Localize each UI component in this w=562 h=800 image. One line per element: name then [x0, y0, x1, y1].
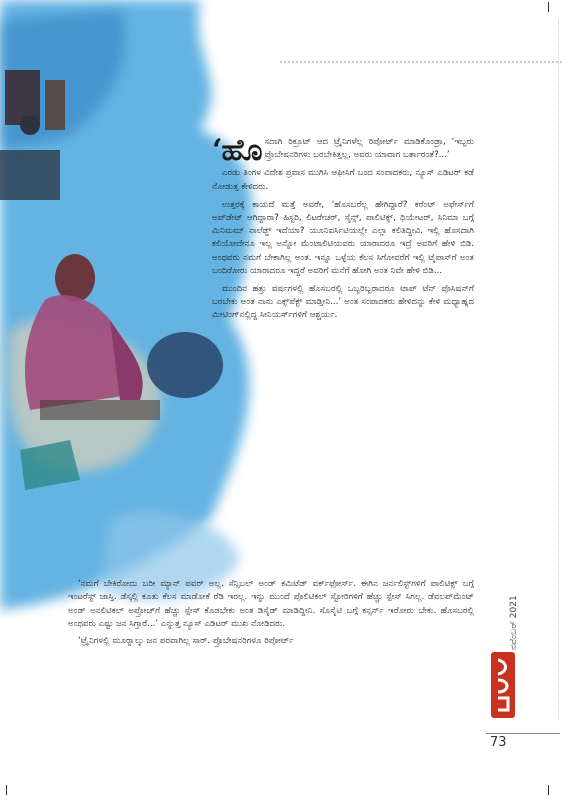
magazine-logo: [488, 650, 518, 720]
article-paragraph: ‘ನಮಗೆ ಬೇಕಿರೋದು ಬರೀ ಮ್ಯಾನ್ ಪವರ್ ಅಲ್ಲ. ಸೆನ್ಸಿಬಲ್ ಅಂಡ್ ಕಮಿಟೆಡ್ ವರ್ಕ್‌ಫೋರ್ಸ್. ಈಗಿನ ಜರ್ನಲಿಸ್ಟ್‌ಗಳಿಗೆ ಪಾಲಿಟಿಕ್ಸ್ ಬಗ್ಗೆ ಇಂಟರೆಸ್ಟ್ ಜಾಸ್ತಿ. ಡೆಸ್ಕಲ್ಲಿ ಕೂತು ಕೆಲಸ ಮಾಡೋಕೆ ರೆಡಿ ಇರಲ್ಲ. ಇನ್ನು ಮುಂದೆ ಪೊಲಿಟಿಕಲ್ ಸ್ಟೋರಿಗಳಿಗೆ ಹೆಚ್ಚು ಸ್ಪೇಸ್ ಸಿಗಲ್ಲ. ಡೆವಲಪ್‌ಮೆಂಟ್ ಅಂಡ್ ಅನಲಿಟಿಕಲ್ ಅಪ್ರೋಚ್‌ಗೆ ಹೆಚ್ಚು ಸ್ಪೇಸ್ ಕೊಡಬೇಕು ಅಂತ ಡಿಸೈಡ್ ಮಾಡಿದ್ದೀನಿ. ಸೊಸೈಟಿ ಬಗ್ಗೆ ಕನ್ಸರ್ನ್ ಇರೋರು ಬೇಕು. ಹೊಸಬರಲ್ಲಿ ಅಂಥವರು ಎಷ್ಟು ಜನ ಸಿಗ್ತಾರೆ...’ ಎನ್ನುತ್ತ ನ್ಯೂಸ್ ಎಡಿಟರ್ ಮುಖ ನೋಡಿದರು.: [68, 579, 474, 630]
issue-date: ನವೆಂಬರ್ 2021: [509, 595, 519, 650]
article-paragraph: ಮುಂದಿನ ಹತ್ತು ವರ್ಷಗಳಲ್ಲಿ ಹೊಸಬರಲ್ಲಿ ಒಬ್ಬರಿಬ್ಬರಾದರೂ ಟಾಪ್ ಟೆನ್ ಪೊಸಿಷನ್‌ಗೆ ಬರಬೇಕು ಅಂತ ನಾನು ಎಕ್ಸ್‌ಪೆಕ್ಟ್ ಮಾಡ್ತೀನಿ...’ ಅಂತ ಸಂಪಾದಕರು ಹೇಳಿದನ್ನು ಕೇಳಿ ಮಧ್ಯಾಹ್ನದ ಮೀಟಿಂಗ್‌ನಲ್ಲಿದ್ದ ಸೀನಿಯರ್ಸ್‌ಗಳಿಗೆ ಆಶ್ಚರ್ಯ.: [212, 284, 474, 321]
article-column: [212, 133, 474, 328]
article-paragraph: ಉತ್ತರಕ್ಕೆ ಕಾಯದೆ ಮತ್ತೆ ಅವರೇ, ‘ಹೊಸಬರೆಲ್ಲ ಹೇಗಿದ್ದಾರೆ? ಕರೆಂಟ್ ಅಫೇರ್ಸ್‌ಗೆ ಅಪ್‌ಡೇಟ್ ಆಗಿದ್ದಾರಾ? ಹಿಸ್ಟರಿ, ಲಿಟರೇಚರ್, ಸೈನ್ಸ್, ಪಾಲಿಟಿಕ್ಸ್, ಥಿಯೇಟರ್, ಸಿನಿಮಾ ಬಗ್ಗೆ ಮಿನಿಮಮ್ ನಾಲೆಡ್ಜ್ ಇದೆಯಾ? ಯೂನಿವರ್ಸಿಟಿಯಲ್ಲೇ ಎಲ್ಲಾ ಕಲಿತಿದ್ದೀವಿ. ಇಲ್ಲಿ ಹೊಸದಾಗಿ ಕಲಿಯೋದೇನೂ ಇಲ್ಲ ಅನ್ನೋ ಮೆಂಟಾಲಿಟಿಯವರು ಯಾರಾದರೂ ಇದ್ರೆ ಅವರಿಗೆ ಹೇಳಿ ಬಿಡಿ. ಅಂಥವರು ನಮಗೆ ಬೇಕಾಗಿಲ್ಲ ಅಂತ. ಇನ್ನೂ ಒಳ್ಳೆಯ ಕೆಲಸ ಸಿಗೋವರೆಗೆ ಇಲ್ಲಿ ಟೈಪಾಸ್‌ಗೆ ಅಂತ ಬಂದಿರೋರು ಯಾರಾದರೂ ಇದ್ದರೆ ಅವರಿಗೆ ಮನೆಗೆ ಹೋಗಿ ಅಂತ ನಿವೇ ಹೇಳಿ ಬಿಡಿ...: [212, 199, 474, 276]
page-number-rule: [486, 733, 560, 734]
article-paragraph: ಎರಡು ತಿಂಗಳ ವಿದೇಶ ಪ್ರವಾಸ ಮುಗಿಸಿ ಆಫೀಸಿಗೆ ಬಂದ ಸಂಪಾದಕರು, ನ್ಯೂಸ್ ಎಡಿಟರ್ ಕಡೆ ನೋಡುತ್ತ ಕೇಳಿದರು.: [212, 168, 474, 192]
crop-mark: [548, 785, 549, 795]
drop-cap: ‘ಹೊ: [212, 133, 262, 168]
article-paragraph: ‘ಹೊಸದಾಗಿ ರಿಕ್ರೂಟ್ ಆದ ಟ್ರೈನಿಗಳೆಲ್ಲ ರಿಪೋರ್ಟ್ ಮಾಡಿಕೊಂಡ್ರಾ, ‘ಇಬ್ಬರು ಪ್ರೊಬೇಷನರಿಗಳು ಬರಬೇಕಿತ್ತಲ್ಲ, ಅವರು ಯಾವಾಗ ಬರ್ತಾರಂತೆ?...’: [212, 133, 474, 168]
crop-mark: [6, 785, 7, 795]
top-dotted-rule: [280, 61, 562, 63]
article-paragraph: ‘ಟ್ರೈನಿಗಳಲ್ಲಿ ಮೂರ್‍ನಾಲ್ಕು ಜನ ಪರವಾಗಿಲ್ಲ ಸಾರ್. ಪ್ರೊಬೇಷನರಿಗಳೂ ರಿಪೋರ್ಟ್: [78, 635, 294, 646]
margin-dotted-rule: [558, 20, 559, 720]
article-full-width: [68, 578, 474, 651]
crop-mark: [548, 2, 549, 12]
page-number: 73: [490, 735, 507, 750]
